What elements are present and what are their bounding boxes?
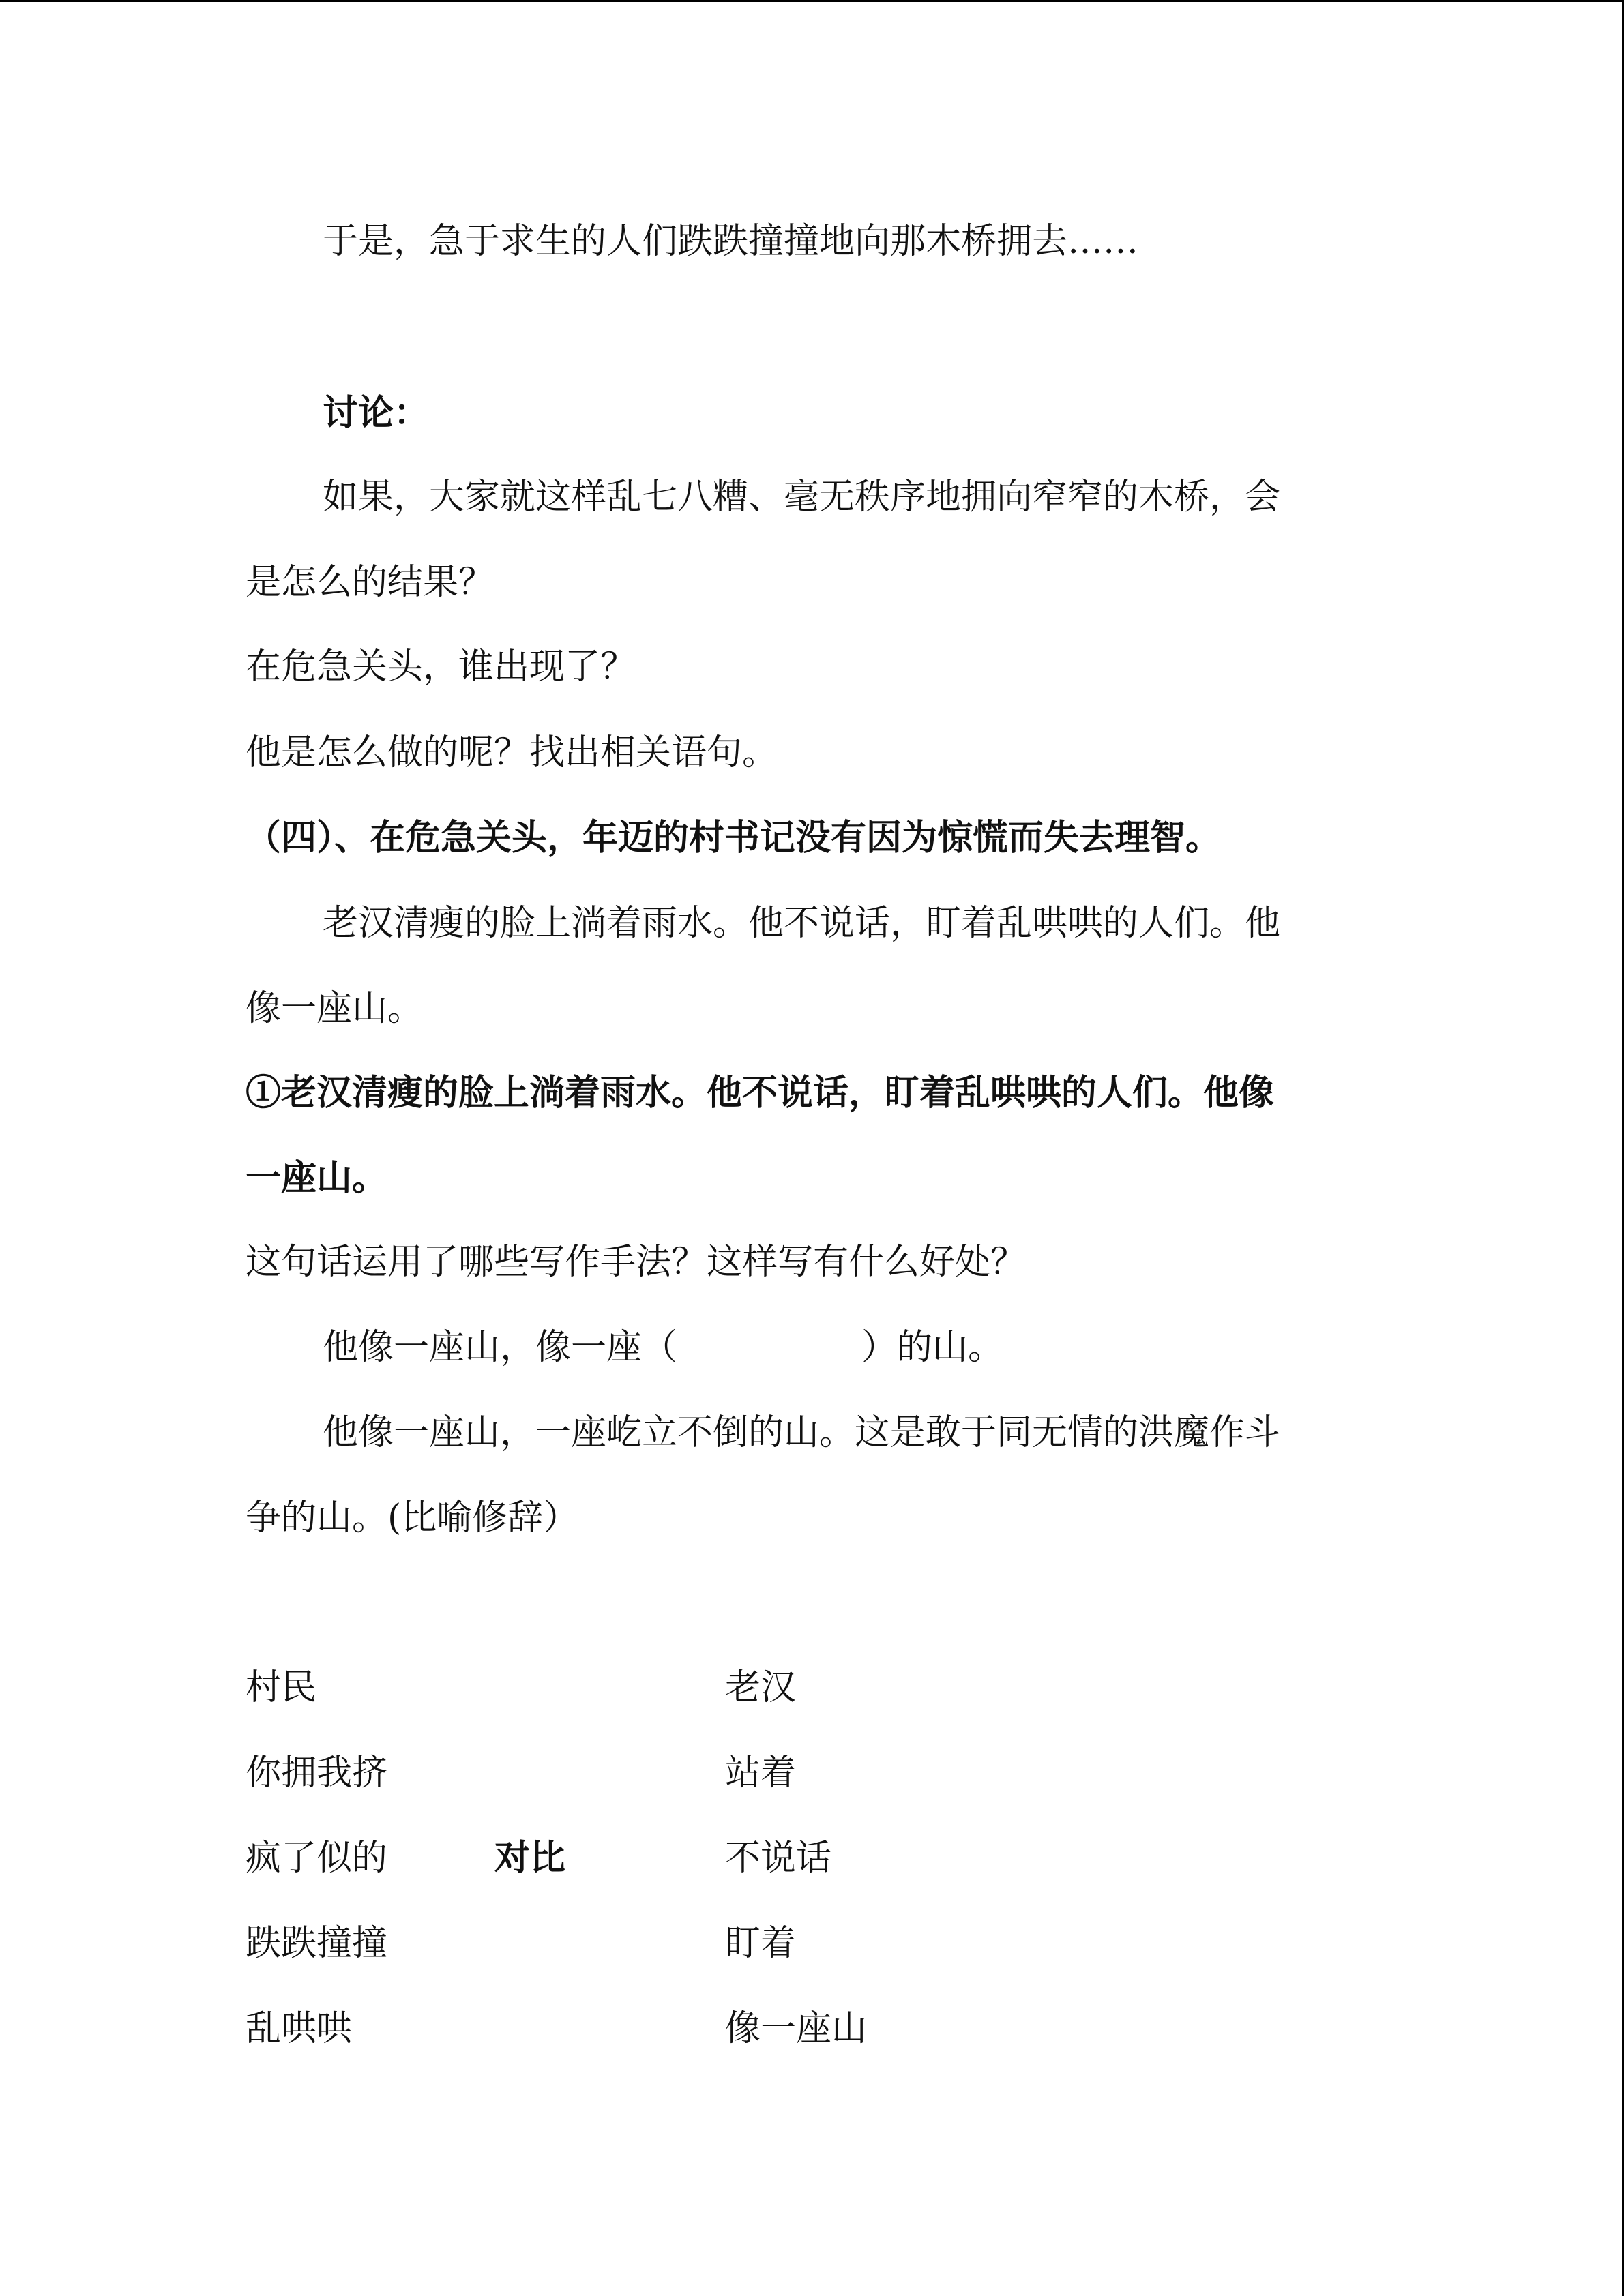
bold-quote-line-2: 一座山。 [246,1157,388,1199]
villagers-header: 村民 [246,1667,317,1708]
old-man-header: 老汉 [725,1667,797,1708]
old-man-action-4: 像一座山 [725,2008,868,2049]
fill-blank-prefix: 他像一座山，像一座（ [323,1327,678,1368]
question-technique: 这句话运用了哪些写作手法？这样写有什么好处？ [246,1242,1027,1283]
question-1-line-2: 是怎么的结果？ [246,562,494,603]
villager-action-1: 你拥我挤 [246,1753,388,1793]
contrast-label: 对比 [494,1837,566,1879]
fill-blank-suffix: ）的山。 [861,1327,1004,1368]
question-2: 在危急关头，谁出现了？ [246,646,636,687]
old-man-action-1: 站着 [725,1753,797,1793]
villager-action-2: 疯了似的 [246,1838,388,1879]
quote-line-1: 老汉清瘦的脸上淌着雨水。他不说话，盯着乱哄哄的人们。他 [323,903,1281,944]
villager-action-4: 乱哄哄 [246,2008,353,2049]
section-4-heading: （四）、在危急关头，年迈的村书记没有因为惊慌而失去理智。 [246,817,1222,859]
question-3: 他是怎么做的呢？找出相关语句。 [246,732,778,773]
paragraph-crowd-rushing: 于是，急于求生的人们跌跌撞撞地向那木桥拥去…… [323,221,1139,262]
answer-line-1: 他像一座山，一座屹立不倒的山。这是敢于同无情的洪魔作斗 [323,1412,1281,1453]
quote-line-2: 像一座山。 [246,988,424,1029]
villager-action-3: 跌跌撞撞 [246,1923,388,1964]
fill-in-blank-sentence [323,1324,1003,1371]
discussion-heading: 讨论： [323,392,430,434]
bold-quote-line-1: ①老汉清瘦的脸上淌着雨水。他不说话，盯着乱哄哄的人们。他像 [246,1072,1275,1114]
answer-line-2: 争的山。(比喻修辞） [246,1497,579,1538]
question-1-line-1: 如果，大家就这样乱七八糟、毫无秩序地拥向窄窄的木桥，会 [323,477,1281,518]
old-man-action-3: 盯着 [725,1923,797,1964]
old-man-action-2: 不说话 [725,1838,832,1879]
